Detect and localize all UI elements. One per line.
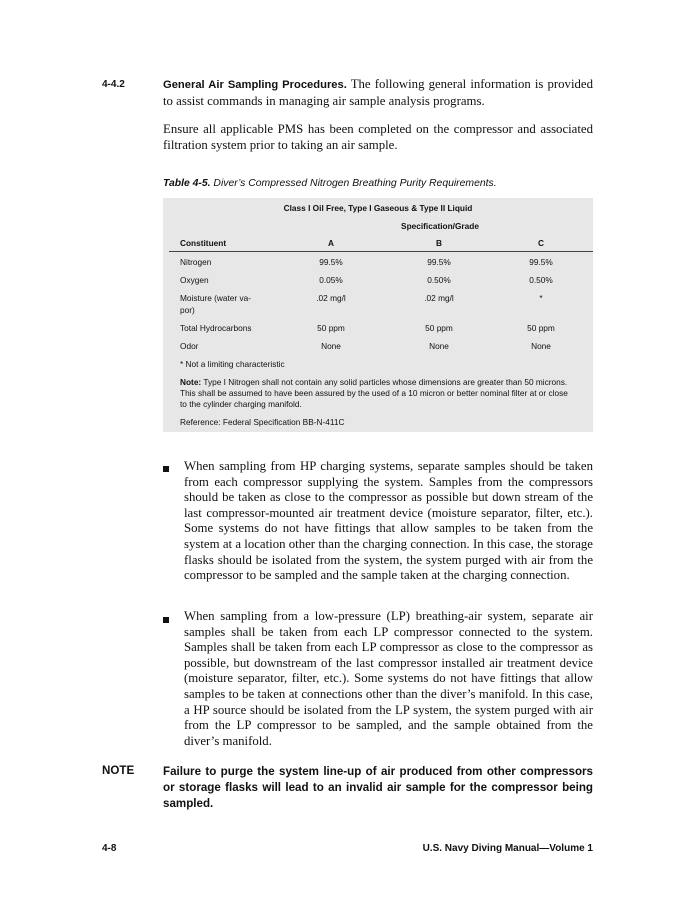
lp-sampling-bullet: When sampling from a low-pressure (LP) breathing-air system, separate air samples shall be taken from each LP compressor connected to the system. Samples shall be taken from each LP compressor as close to the compressor as possible, but downstream of the last compressor installed air treatment device (moisture separator, filter, etc.). Some systems do not have fittings that allow samples to be taken at connections other than the diver’s manifold. In this case, a HP source should be isolated from the LP system, the system purged with air from the LP compressor to be sampled, and the sample obtained from the diver’s manifold. [184,609,593,748]
table-cell: Nitrogen [180,257,212,267]
running-footer-title: U.S. Navy Diving Manual—Volume 1 [422,843,593,854]
table-cell: 99.5% [427,257,451,267]
table-cell: 99.5% [319,257,343,267]
table-cell: 0.05% [319,275,343,285]
table-footnote: * Not a limiting characteristic [180,359,285,369]
table-caption-label: Table 4-5. [163,178,211,189]
table-cell: .02 mg/l [316,293,346,303]
table-cell: 0.50% [427,275,451,285]
table-cell: * [539,293,543,303]
table-cell: 50 ppm [425,323,453,333]
table-caption [163,178,497,189]
table-cell: None [429,341,449,351]
hp-sampling-bullet: When sampling from HP charging systems, separate samples should be taken from each compressor supplying the system. Samples from the compressors should be taken as close to the compressor as possible but down stream of the last compressor-mounted air treatment device (moisture separator, filter, etc.). Some systems do not have fittings that allow samples to be taken from the system at a location other than the charging connection. In this case, the storage flasks should be isolated from the system, the system purged with air from the compressor to be sampled and the sample taken at the charging connection. [184,459,593,583]
section-intro-text: The following general information is provided to assist commands in managing air sample analysis programs. [163,77,593,108]
table-caption-title: Diver’s Compressed Nitrogen Breathing Purity Requirements. [210,178,497,189]
table-cell: 0.50% [529,275,553,285]
table-cell: 99.5% [529,257,553,267]
column-header-grade-b: B [436,238,442,248]
bullet-marker [163,615,169,626]
table-cell: Odor [180,341,199,351]
table-cell: Moisture (water va- por) [180,293,252,315]
table-note-text: Type I Nitrogen shall not contain any solid particles whose dimensions are greater than 50 microns. This shall be assumed to have been assured by the used of a 10 micron or better nominal filter at or close to the cylinder charging manifold. [180,377,568,410]
table-cell: .02 mg/l [424,293,454,303]
page-number: 4-8 [102,843,117,854]
table-cell: 50 ppm [527,323,555,333]
note-label: NOTE [102,764,135,777]
column-header-grade-a: A [328,238,334,248]
table-cell: 50 ppm [317,323,345,333]
table-note [180,377,575,411]
table-cell: Total Hydrocarbons [180,323,252,333]
section-number: 4-4.2 [102,79,125,90]
bullet-marker [163,464,169,475]
section-intro-paragraph [163,77,593,109]
column-header-constituent: Constituent [180,238,227,248]
table-subtitle: Specification/Grade [401,221,479,231]
pms-paragraph: Ensure all applicable PMS has been completed on the compressor and associated filtration system prior to taking an air sample. [163,122,593,152]
table-reference: Reference: Federal Specification BB-N-411C [180,417,345,427]
table-title: Class I Oil Free, Type I Gaseous & Type II Liquid [283,203,473,213]
note-text: Failure to purge the system line-up of air produced from other compressors or storage flasks will lead to an invalid air sample for the compressor being sampled. [163,765,593,810]
table-cell: None [531,341,551,351]
table-note-label: Note: [180,377,202,387]
section-heading: General Air Sampling Procedures. [163,79,347,91]
column-header-grade-c: C [538,238,544,248]
table-cell: None [321,341,341,351]
purity-requirements-table [163,198,593,432]
header-divider [169,251,593,252]
table-cell: Oxygen [180,275,209,285]
